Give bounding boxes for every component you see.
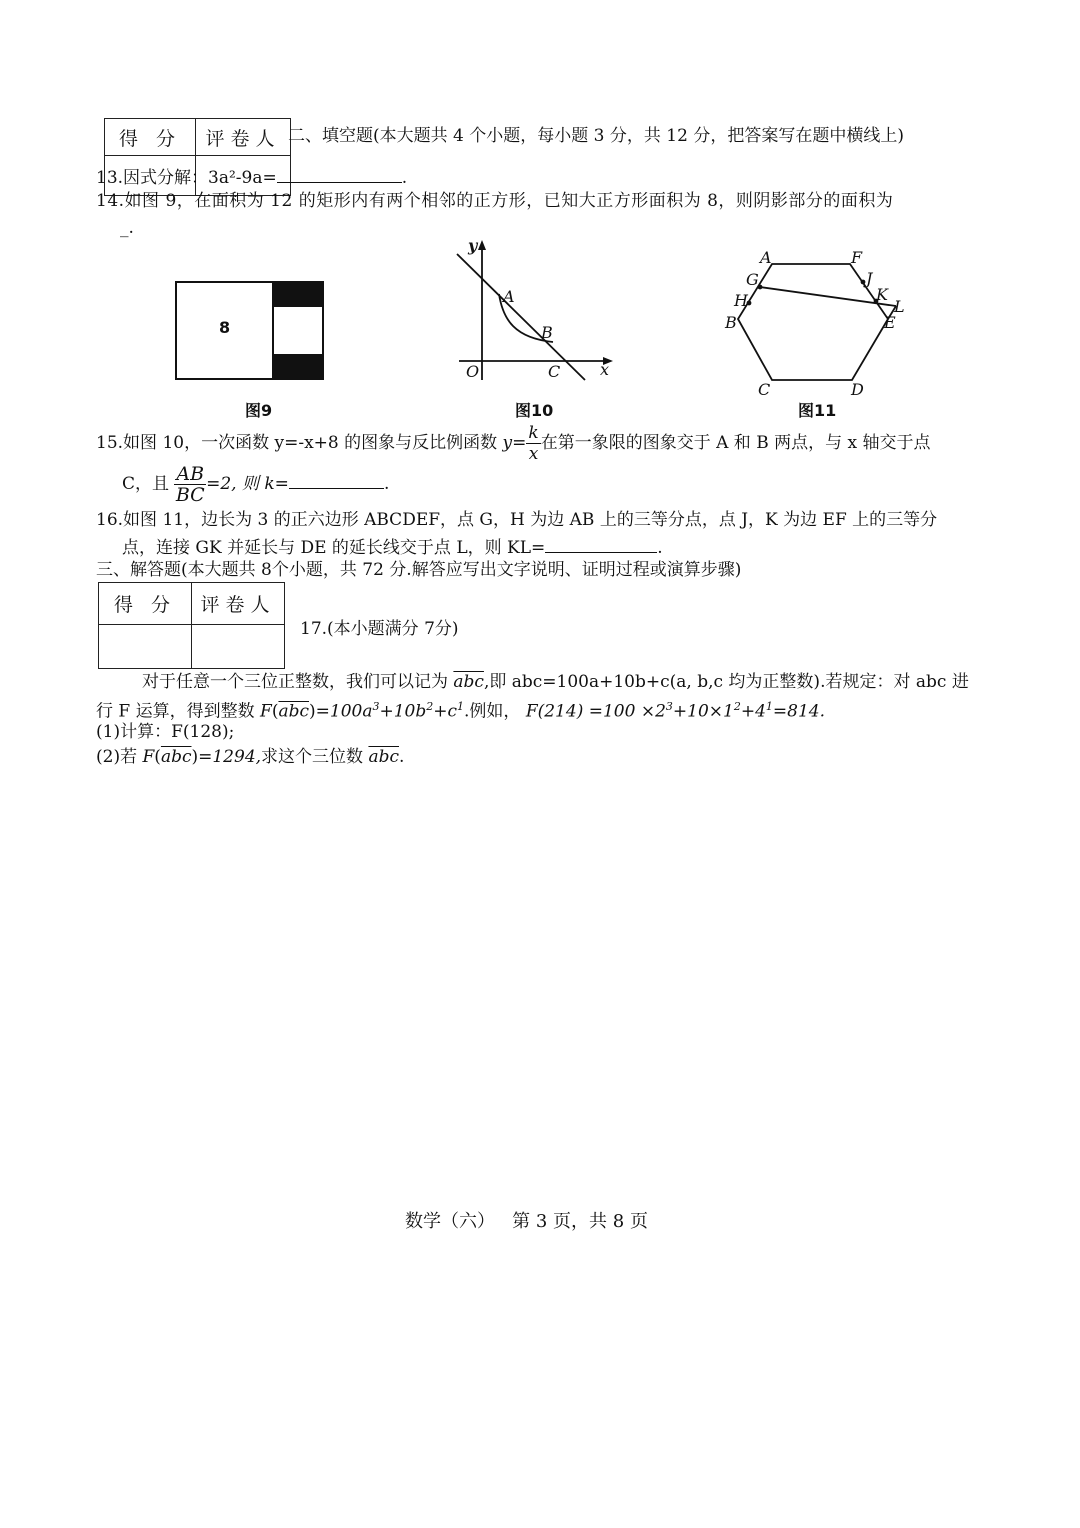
question-14-line2: _. [120,218,134,238]
q17-para-line2: 行 F 运算，得到整数 $F(\overline{abc})=100a^3+10b^2+c^1$.例如， $F(214) =100 \times 2^3+10\times 1^2+4^1=814$. [96,700,825,722]
figure-10-caption: 图10 [515,401,554,420]
q15-answer-blank[interactable] [289,470,384,489]
q17-title: 17.(本小题满分 7分) [300,619,459,639]
q15-fraction-k-over-x: $\frac{k}{x}$ [528,423,539,464]
fig10-label-o: O [466,362,480,381]
fig11-label-H: H [734,291,748,310]
q17-sub1: (1)计算：F(128); [96,722,235,742]
figure-9 [170,276,330,386]
fig11-label-K: K [876,285,888,304]
q13-answer-blank[interactable] [277,164,402,183]
grader-header: 评卷人 [196,119,291,156]
score-header: 得 分 [105,119,196,156]
figure-9-inner-label: 8 [219,318,231,337]
fig11-label-J: J [866,269,873,288]
figure-9-caption: 图9 [245,401,273,420]
fig11-label-G: G [746,270,759,289]
question-15-line1: 15.如图 10，一次函数 y=-x+8 的图象与反比例函数 y= $\frac{k}{x}$ 在第一象限的图象交于 A 和 B 两点，与 x 轴交于点 [96,423,931,464]
q17-sub2: (2)若 $F(\overline{abc})=1294$,求这个三位数 $\overline{abc}$. [96,747,405,767]
q15-fraction-ab-over-bc: $\frac{AB}{BC}$ [175,463,205,506]
question-14-line1: 14.如图 9，在面积为 12 的矩形内有两个相邻的正方形，已知大正方形面积为 8，则阴影部分的面积为 [96,191,894,211]
section3-heading: 三、解答题(本大题共 8个小题，共 72 分.解答应写出文字说明、证明过程或演算步骤) [96,560,742,580]
fig11-label-F: F [851,248,863,267]
fig11-label-E: E [884,313,896,332]
fig10-label-c: C [548,362,561,381]
fig10-label-x: x [600,360,610,379]
q17-abc-overline: $\overline{abc}$ [453,672,484,692]
score-box-q17 [98,582,285,669]
fig11-label-B: B [725,313,737,332]
question-13: 13.因式分解：3a²-9a= . [96,164,407,190]
q16-answer-blank[interactable] [545,534,657,553]
fig10-label-y: y [468,236,478,255]
page-footer: 数学（六） 第 3 页，共 8 页 [405,1211,648,1232]
q17-score-cell [99,625,192,669]
question-16-line1: 16.如图 11，边长为 3 的正六边形 ABCDEF，点 G，H 为边 AB 上的三等分点，点 J，K 为边 EF 上的三等分 [96,510,938,530]
question-16-line2: 点，连接 GK 并延长与 DE 的延长线交于点 L，则 KL= . [122,534,663,560]
fig11-label-C: C [758,380,771,399]
fig11-label-A: A [760,248,772,267]
fig10-label-b: B [541,323,553,342]
figure-11-caption: 图11 [798,401,837,420]
section2-heading: 二、填空题(本大题共 4 个小题，每小题 3 分，共 12 分，把答案写在题中横线上) [288,126,904,146]
question-15-line2: C，且 $\frac{AB}{BC}$ =2, 则 k= . [122,463,390,506]
q17-grader-cell [192,625,285,669]
q13-text: 13.因式分解：3a²-9a= [96,168,277,188]
q17-para-line1: 对于任意一个三位正整数，我们可以记为 $\overline{abc}$,即 abc=100a+10b+c(a, b,c 均为正整数).若规定：对 abc 进 [142,672,969,692]
q17-grader-header: 评卷人 [192,583,285,625]
q17-score-header: 得 分 [99,583,192,625]
fig11-label-D: D [851,380,864,399]
fig11-label-L: L [894,297,905,316]
fig10-label-a: A [503,287,515,306]
